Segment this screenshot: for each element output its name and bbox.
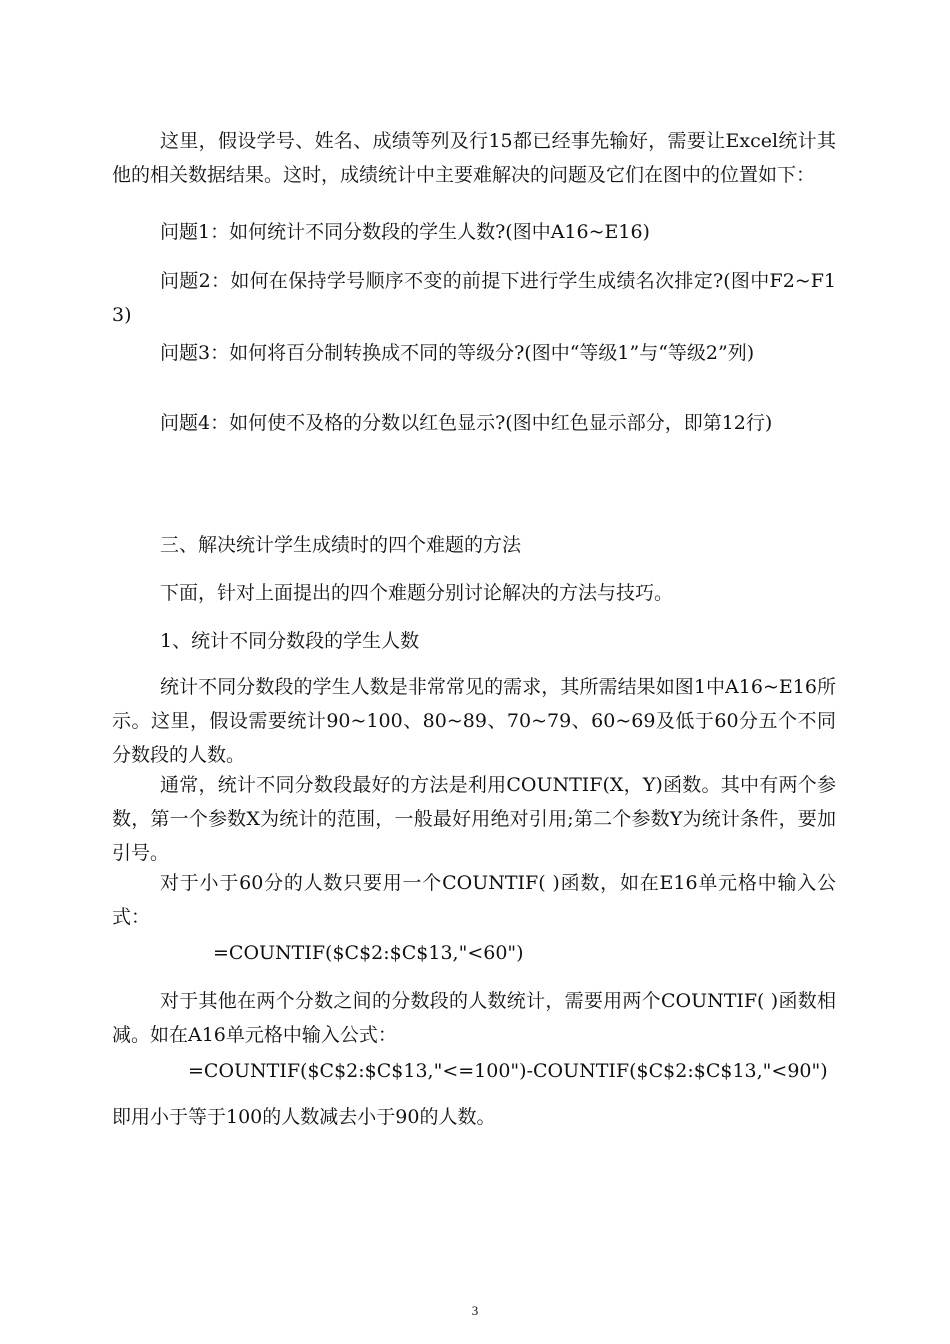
- paragraph-explain: 即用小于等于100的人数减去小于90的人数。: [112, 1106, 496, 1128]
- question-1: 问题1：如何统计不同分数段的学生人数?(图中A16~E16): [160, 221, 650, 243]
- page-number: 3: [471, 1303, 479, 1318]
- question-4: 问题4：如何使不及格的分数以红色显示?(图中红色显示部分，即第12行): [160, 412, 773, 434]
- paragraph-less-than-60: 对于小于60分的人数只要用一个COUNTIF( )函数，如在E16单元格中输入公式：: [112, 872, 836, 928]
- formula-countif-lt60: =COUNTIF($C$2:$C$13,"<60"): [213, 942, 524, 964]
- paragraph-method: 通常，统计不同分数段最好的方法是利用COUNTIF(X，Y)函数。其中有两个参数，第一个参数X为统计的范围，一般最好用绝对引用;第二个参数Y为统计条件，要加引号。: [112, 774, 836, 864]
- paragraph-need: 统计不同分数段的学生人数是非常常见的需求，其所需结果如图1中A16~E16所示。这里，假设需要统计90~100、80~89、70~79、60~69及低于60分五个不同分数段的人数。: [112, 676, 836, 766]
- subsection-heading: 1、统计不同分数段的学生人数: [160, 630, 420, 652]
- question-3: 问题3：如何将百分制转换成不同的等级分?(图中“等级1”与“等级2”列): [160, 342, 755, 364]
- section-heading: 三、解决统计学生成绩时的四个难题的方法: [160, 534, 522, 556]
- question-2: 问题2：如何在保持学号顺序不变的前提下进行学生成绩名次排定?(图中F2~F13): [112, 270, 836, 326]
- paragraph-intro: 下面，针对上面提出的四个难题分别讨论解决的方法与技巧。: [160, 582, 674, 604]
- formula-countif-range: =COUNTIF($C$2:$C$13,"<=100")-COUNTIF($C$2:$C$13,"<90"): [188, 1060, 828, 1082]
- paragraph-between: 对于其他在两个分数之间的分数段的人数统计，需要用两个COUNTIF( )函数相减。如在A16单元格中输入公式：: [112, 990, 836, 1046]
- paragraph-assumption: 这里，假设学号、姓名、成绩等列及行15都已经事先输好，需要让Excel统计其他的相关数据结果。这时，成绩统计中主要难解决的问题及它们在图中的位置如下：: [112, 130, 836, 186]
